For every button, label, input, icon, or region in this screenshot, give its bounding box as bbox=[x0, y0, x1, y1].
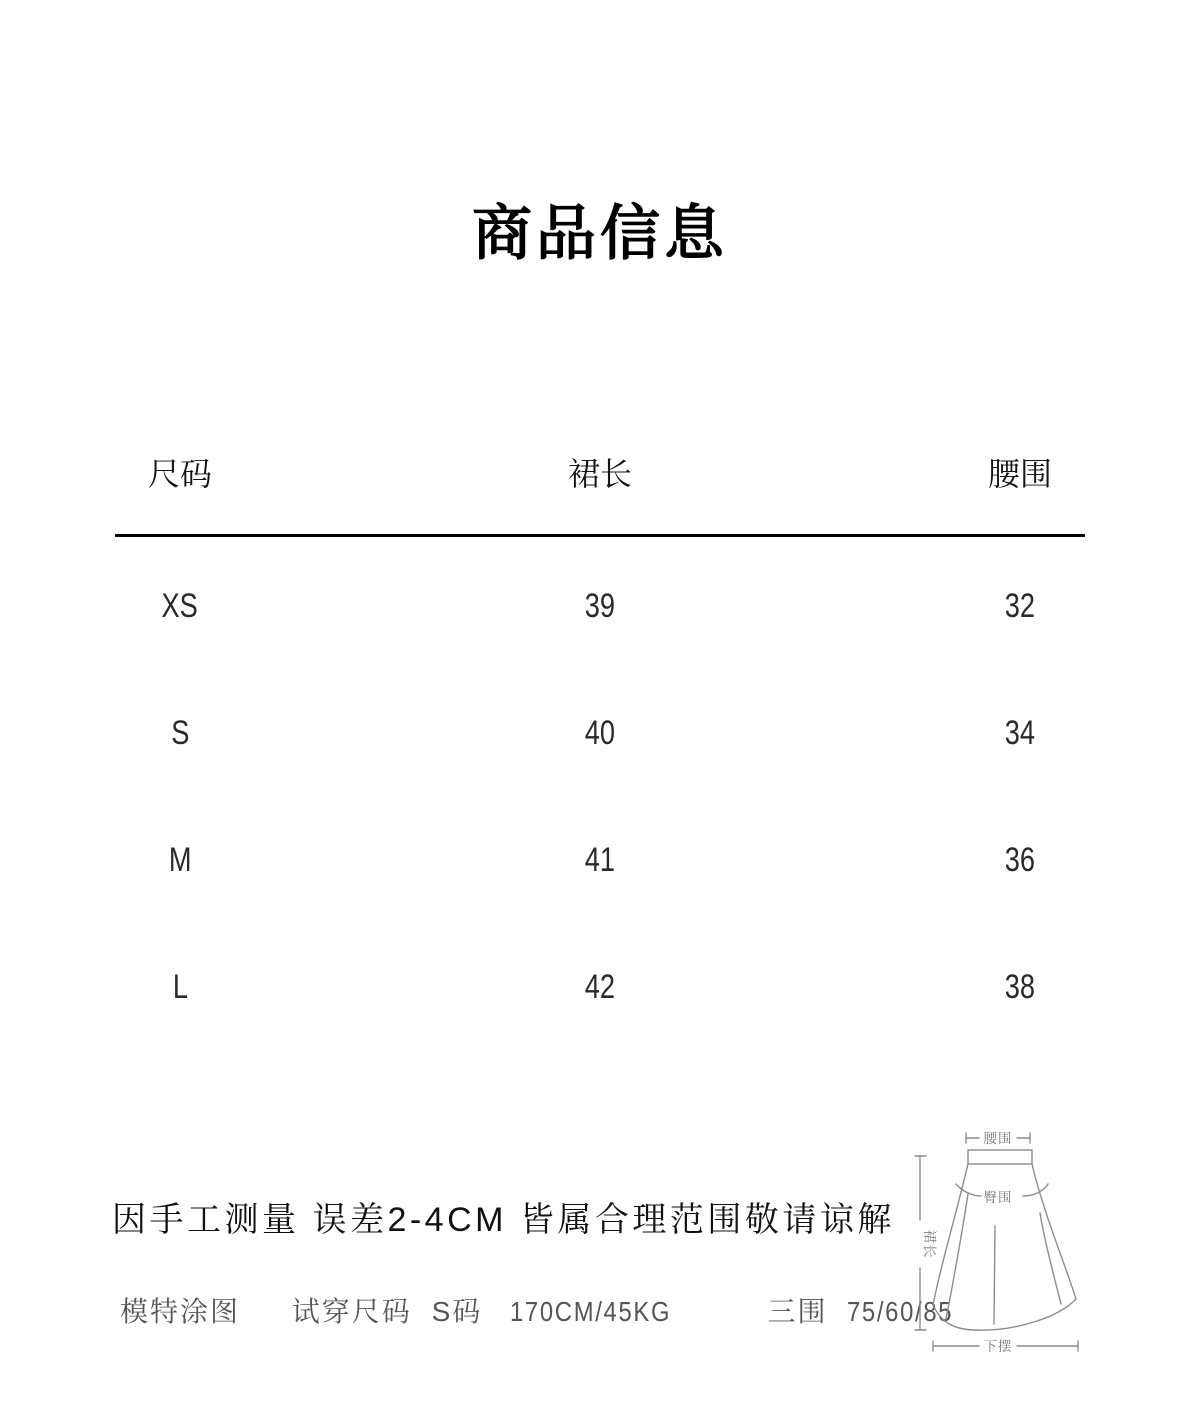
cell-size: L bbox=[172, 968, 188, 1006]
skirt-waistband bbox=[968, 1150, 1032, 1164]
measurements-value: 75/60/85 bbox=[847, 1296, 954, 1327]
cell-length: 40 bbox=[584, 714, 616, 752]
table-row bbox=[115, 924, 1085, 1051]
measurements-label: 三围 bbox=[767, 1296, 828, 1327]
col-header-length: 裙长 bbox=[567, 456, 632, 492]
hem-label: 下摆 bbox=[983, 1339, 1013, 1354]
measurement-note: 因手工测量 误差2-4CM 皆属合理范围敬请谅解 bbox=[112, 1201, 895, 1239]
length-label: 裙长 bbox=[922, 1229, 937, 1259]
cell-length: 42 bbox=[584, 968, 616, 1006]
table-row bbox=[115, 797, 1085, 924]
model-body-stats: 170CM/45KG bbox=[510, 1296, 672, 1327]
cell-size: M bbox=[168, 841, 192, 879]
size-table bbox=[115, 452, 1085, 1051]
model-info bbox=[120, 1290, 972, 1330]
page-title: 商品信息 bbox=[472, 200, 728, 267]
size-table-body bbox=[115, 537, 1085, 1051]
try-on-size: S码 bbox=[431, 1296, 483, 1327]
skirt-diagram bbox=[893, 1116, 1105, 1368]
model-label: 模特涂图 bbox=[120, 1296, 241, 1327]
table-row bbox=[115, 543, 1085, 670]
cell-waist: 36 bbox=[1004, 841, 1036, 879]
cell-waist: 38 bbox=[1004, 968, 1036, 1006]
cell-waist: 34 bbox=[1004, 714, 1036, 752]
size-table-header-row bbox=[115, 452, 1085, 496]
skirt-pleat-lines bbox=[946, 1194, 1061, 1324]
cell-size: XS bbox=[161, 587, 199, 625]
col-header-size: 尺码 bbox=[147, 456, 212, 492]
waist-label: 腰围 bbox=[983, 1131, 1013, 1146]
hip-label: 臀围 bbox=[983, 1190, 1013, 1205]
col-header-waist: 腰围 bbox=[987, 456, 1052, 492]
try-on-label: 试穿尺码 bbox=[291, 1296, 412, 1327]
cell-length: 41 bbox=[584, 841, 616, 879]
cell-length: 39 bbox=[584, 587, 616, 625]
cell-size: S bbox=[170, 714, 190, 752]
cell-waist: 32 bbox=[1004, 587, 1036, 625]
table-row bbox=[115, 670, 1085, 797]
skirt-outline bbox=[933, 1164, 1076, 1330]
